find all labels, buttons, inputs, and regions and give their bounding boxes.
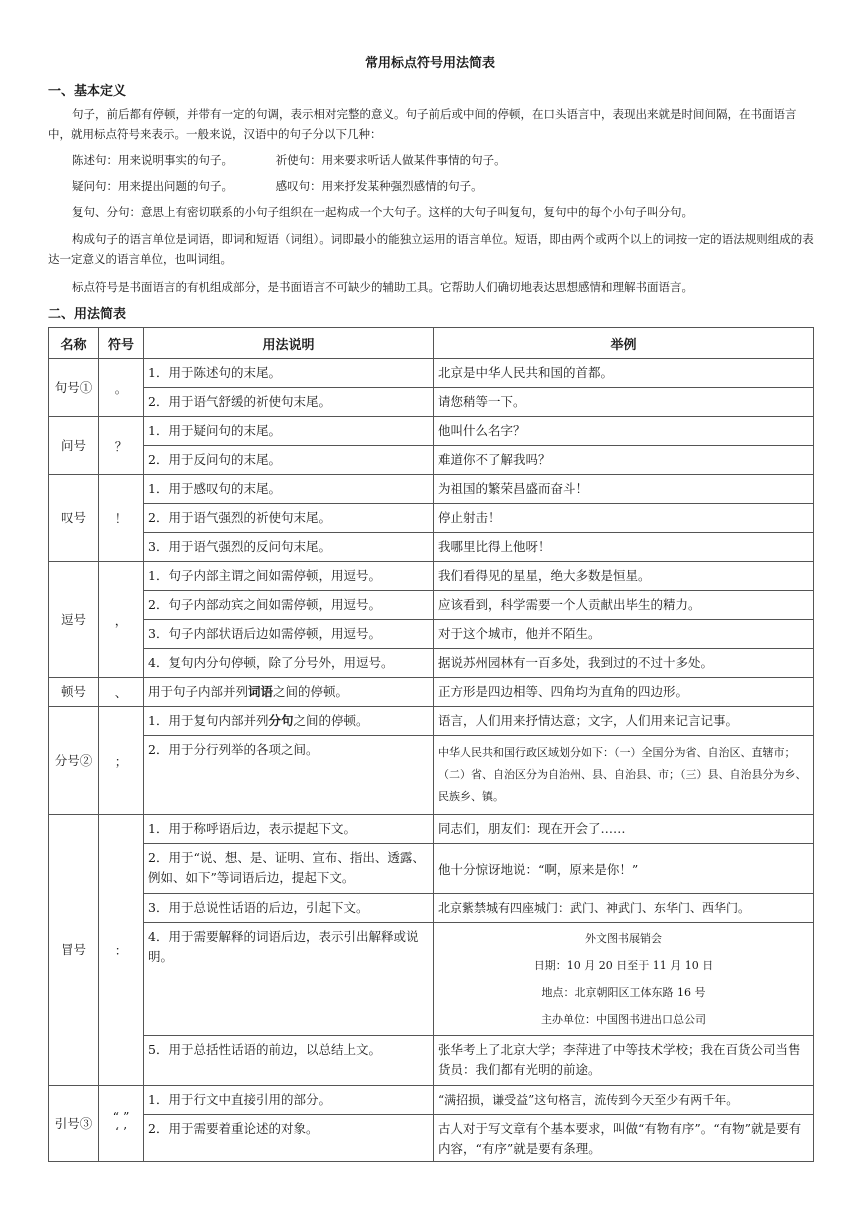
table-row	[49, 562, 814, 591]
sentence-types-row-1	[48, 150, 842, 170]
usage-cell: 2．用于语气舒缓的祈使句末尾。	[144, 388, 434, 417]
usage-cell	[144, 707, 434, 736]
example-cell: 语言，人们用来抒情达意；文字，人们用来记言记事。	[434, 707, 814, 736]
symbol-cell-fenhao: ；	[99, 707, 144, 815]
usage-cell: 4．用于需要解释的词语后边，表示引出解释或说明。	[144, 923, 434, 1036]
symbol-cell-tanhao: ！	[99, 475, 144, 562]
table-row	[49, 533, 814, 562]
notice-title: 外文图书展销会	[585, 932, 662, 945]
usage-cell: 2．用于“说、想、是、证明、宣布、指出、透露、例如、如下”等词语后边，提起下文。	[144, 844, 434, 894]
example-cell: 同志们，朋友们：现在开会了……	[434, 815, 814, 844]
name-cell-tanhao: 叹号	[49, 475, 99, 562]
name-cell-juhao: 句号①	[49, 359, 99, 417]
table-row	[49, 620, 814, 649]
usage-cell: 5．用于总括性话语的前边，以总结上文。	[144, 1036, 434, 1086]
name-cell-yinhao: 引号③	[49, 1086, 99, 1162]
declarative-definition: 陈述句：用来说明事实的句子。	[72, 153, 233, 167]
example-cell: 中华人民共和国行政区域划分如下：（一）全国分为省、自治区、直辖市；（二）省、自治区分为自治州、县、自治县、市；（三）县、自治县分为乡、民族乡、镇。	[434, 736, 814, 815]
usage-cell: 2．用于需要着重论述的对象。	[144, 1115, 434, 1162]
usage-text: 之间的停顿。	[293, 713, 369, 728]
usage-cell: 1．用于称呼语后边，表示提起下文。	[144, 815, 434, 844]
example-cell: 北京紫禁城有四座城门：武门、神武门、东华门、西华门。	[434, 894, 814, 923]
table-row	[49, 736, 814, 815]
symbol-cell-dunhao: 、	[99, 678, 144, 707]
table-header-row	[49, 328, 814, 359]
usage-text: 用于句子内部并列	[148, 684, 249, 699]
usage-cell: 1．用于感叹句的末尾。	[144, 475, 434, 504]
table-row	[49, 1086, 814, 1115]
example-cell: 为祖国的繁荣昌盛而奋斗！	[434, 475, 814, 504]
example-cell: 北京是中华人民共和国的首都。	[434, 359, 814, 388]
header-name: 名称	[49, 328, 99, 359]
sentence-types-row-2	[48, 176, 842, 196]
usage-cell: 1．用于陈述句的末尾。	[144, 359, 434, 388]
usage-cell: 1．句子内部主谓之间如需停顿，用逗号。	[144, 562, 434, 591]
section-heading-definitions: 一、基本定义	[48, 84, 127, 99]
symbol-cell-maohao: ：	[99, 815, 144, 1086]
usage-table	[48, 327, 814, 1162]
symbol-cell-juhao: 。	[99, 359, 144, 417]
example-cell: 停止射击！	[434, 504, 814, 533]
header-example: 举例	[434, 328, 814, 359]
table-row	[49, 446, 814, 475]
exclamatory-definition: 感叹句：用来抒发某种强烈感情的句子。	[275, 179, 483, 193]
usage-cell: 3．用于总说性话语的后边，引起下文。	[144, 894, 434, 923]
table-row	[49, 417, 814, 446]
notice-host: 主办单位：中国图书进出口总公司	[541, 1013, 706, 1026]
table-row	[49, 815, 814, 844]
name-cell-fenhao: 分号②	[49, 707, 99, 815]
usage-cell: 2．句子内部动宾之间如需停顿，用逗号。	[144, 591, 434, 620]
example-cell: 他十分惊讶地说：“啊，原来是你！”	[434, 844, 814, 894]
usage-cell: 2．用于语气强烈的祈使句末尾。	[144, 504, 434, 533]
notice-example-cell	[434, 923, 814, 1036]
name-cell-douhao: 逗号	[49, 562, 99, 678]
usage-cell: 3．用于语气强烈的反问句末尾。	[144, 533, 434, 562]
punctuation-paragraph: 标点符号是书面语言的有机组成部分，是书面语言不可缺少的辅助工具。它帮助人们确切地表达思想感情和理解书面语言。	[72, 280, 693, 294]
usage-emphasis: 分句	[268, 713, 294, 728]
table-row	[49, 1036, 814, 1086]
usage-cell	[144, 678, 434, 707]
example-cell: 他叫什么名字？	[434, 417, 814, 446]
language-units-paragraph: 构成句子的语言单位是词语，即词和短语（词组）。词即最小的能独立运用的语言单位。短语，即由两个或两个以上的词按一定的语法规则组成的表达一定意义的语言单位，也叫词组。	[48, 232, 814, 266]
symbol-cell-yinhao	[99, 1086, 144, 1162]
imperative-definition: 祈使句：用来要求听话人做某件事情的句子。	[275, 153, 506, 167]
name-cell-dunhao: 顿号	[49, 678, 99, 707]
table-row	[49, 475, 814, 504]
table-row	[49, 894, 814, 923]
notice-place: 地点：北京朝阳区工体东路 16 号	[541, 986, 706, 999]
example-cell: 古人对于写文章有个基本要求，叫做“有物有序”。“有物”就是要有内容，“有序”就是要有条理。	[434, 1115, 814, 1162]
usage-text: 1．用于复句内部并列	[148, 713, 269, 728]
usage-emphasis: 词语	[248, 684, 274, 699]
example-cell: “满招损，谦受益”这句格言，流传到今天至少有两千年。	[434, 1086, 814, 1115]
symbol-cell-wenhao: ？	[99, 417, 144, 475]
intro-paragraph: 句子，前后都有停顿，并带有一定的句调，表示相对完整的意义。句子前后或中间的停顿，在口头语言中，表现出来就是时间间隔，在书面语言中，就用标点符号来表示。一般来说，汉语中的句子分以下几种：	[48, 107, 797, 141]
example-cell: 应该看到，科学需要一个人贡献出毕生的精力。	[434, 591, 814, 620]
usage-cell: 1．用于行文中直接引用的部分。	[144, 1086, 434, 1115]
symbol-cell-douhao: ，	[99, 562, 144, 678]
table-row	[49, 359, 814, 388]
table-row	[49, 1115, 814, 1162]
usage-text: 之间的停顿。	[273, 684, 349, 699]
single-quote-symbol: ‘ ’	[115, 1123, 127, 1139]
table-row	[49, 923, 814, 1036]
double-quote-symbol: “ ”	[112, 1108, 130, 1124]
table-row	[49, 678, 814, 707]
table-row	[49, 844, 814, 894]
example-cell: 据说苏州园林有一百多处，我到过的不过十多处。	[434, 649, 814, 678]
header-symbol: 符号	[99, 328, 144, 359]
complex-sentence-paragraph: 复句、分句：意思上有密切联系的小句子组织在一起构成一个大句子。这样的大句子叫复句，复句中的每个小句子叫分句。	[72, 205, 693, 219]
table-row	[49, 504, 814, 533]
example-cell: 我们看得见的星星，绝大多数是恒星。	[434, 562, 814, 591]
usage-cell: 2．用于反问句的末尾。	[144, 446, 434, 475]
example-cell: 我哪里比得上他呀！	[434, 533, 814, 562]
interrogative-definition: 疑问句：用来提出问题的句子。	[72, 179, 233, 193]
usage-cell: 4．复句内分句停顿，除了分号外，用逗号。	[144, 649, 434, 678]
usage-cell: 3．句子内部状语后边如需停顿，用逗号。	[144, 620, 434, 649]
example-cell: 请您稍等一下。	[434, 388, 814, 417]
example-cell: 对于这个城市，他并不陌生。	[434, 620, 814, 649]
example-cell: 难道你不了解我吗？	[434, 446, 814, 475]
table-row	[49, 707, 814, 736]
name-cell-maohao: 冒号	[49, 815, 99, 1086]
usage-cell: 2．用于分行列举的各项之间。	[144, 736, 434, 815]
notice-date: 日期：10 月 20 日至于 11 月 10 日	[533, 959, 714, 972]
example-cell: 张华考上了北京大学；李萍进了中等技术学校；我在百货公司当售货员：我们都有光明的前途。	[434, 1036, 814, 1086]
table-row	[49, 388, 814, 417]
page-title: 常用标点符号用法简表	[364, 56, 495, 71]
header-usage: 用法说明	[144, 328, 434, 359]
table-row	[49, 649, 814, 678]
section-heading-usage: 二、用法简表	[48, 307, 127, 322]
name-cell-wenhao: 问号	[49, 417, 99, 475]
example-cell: 正方形是四边相等、四角均为直角的四边形。	[434, 678, 814, 707]
usage-cell: 1．用于疑问句的末尾。	[144, 417, 434, 446]
table-row	[49, 591, 814, 620]
